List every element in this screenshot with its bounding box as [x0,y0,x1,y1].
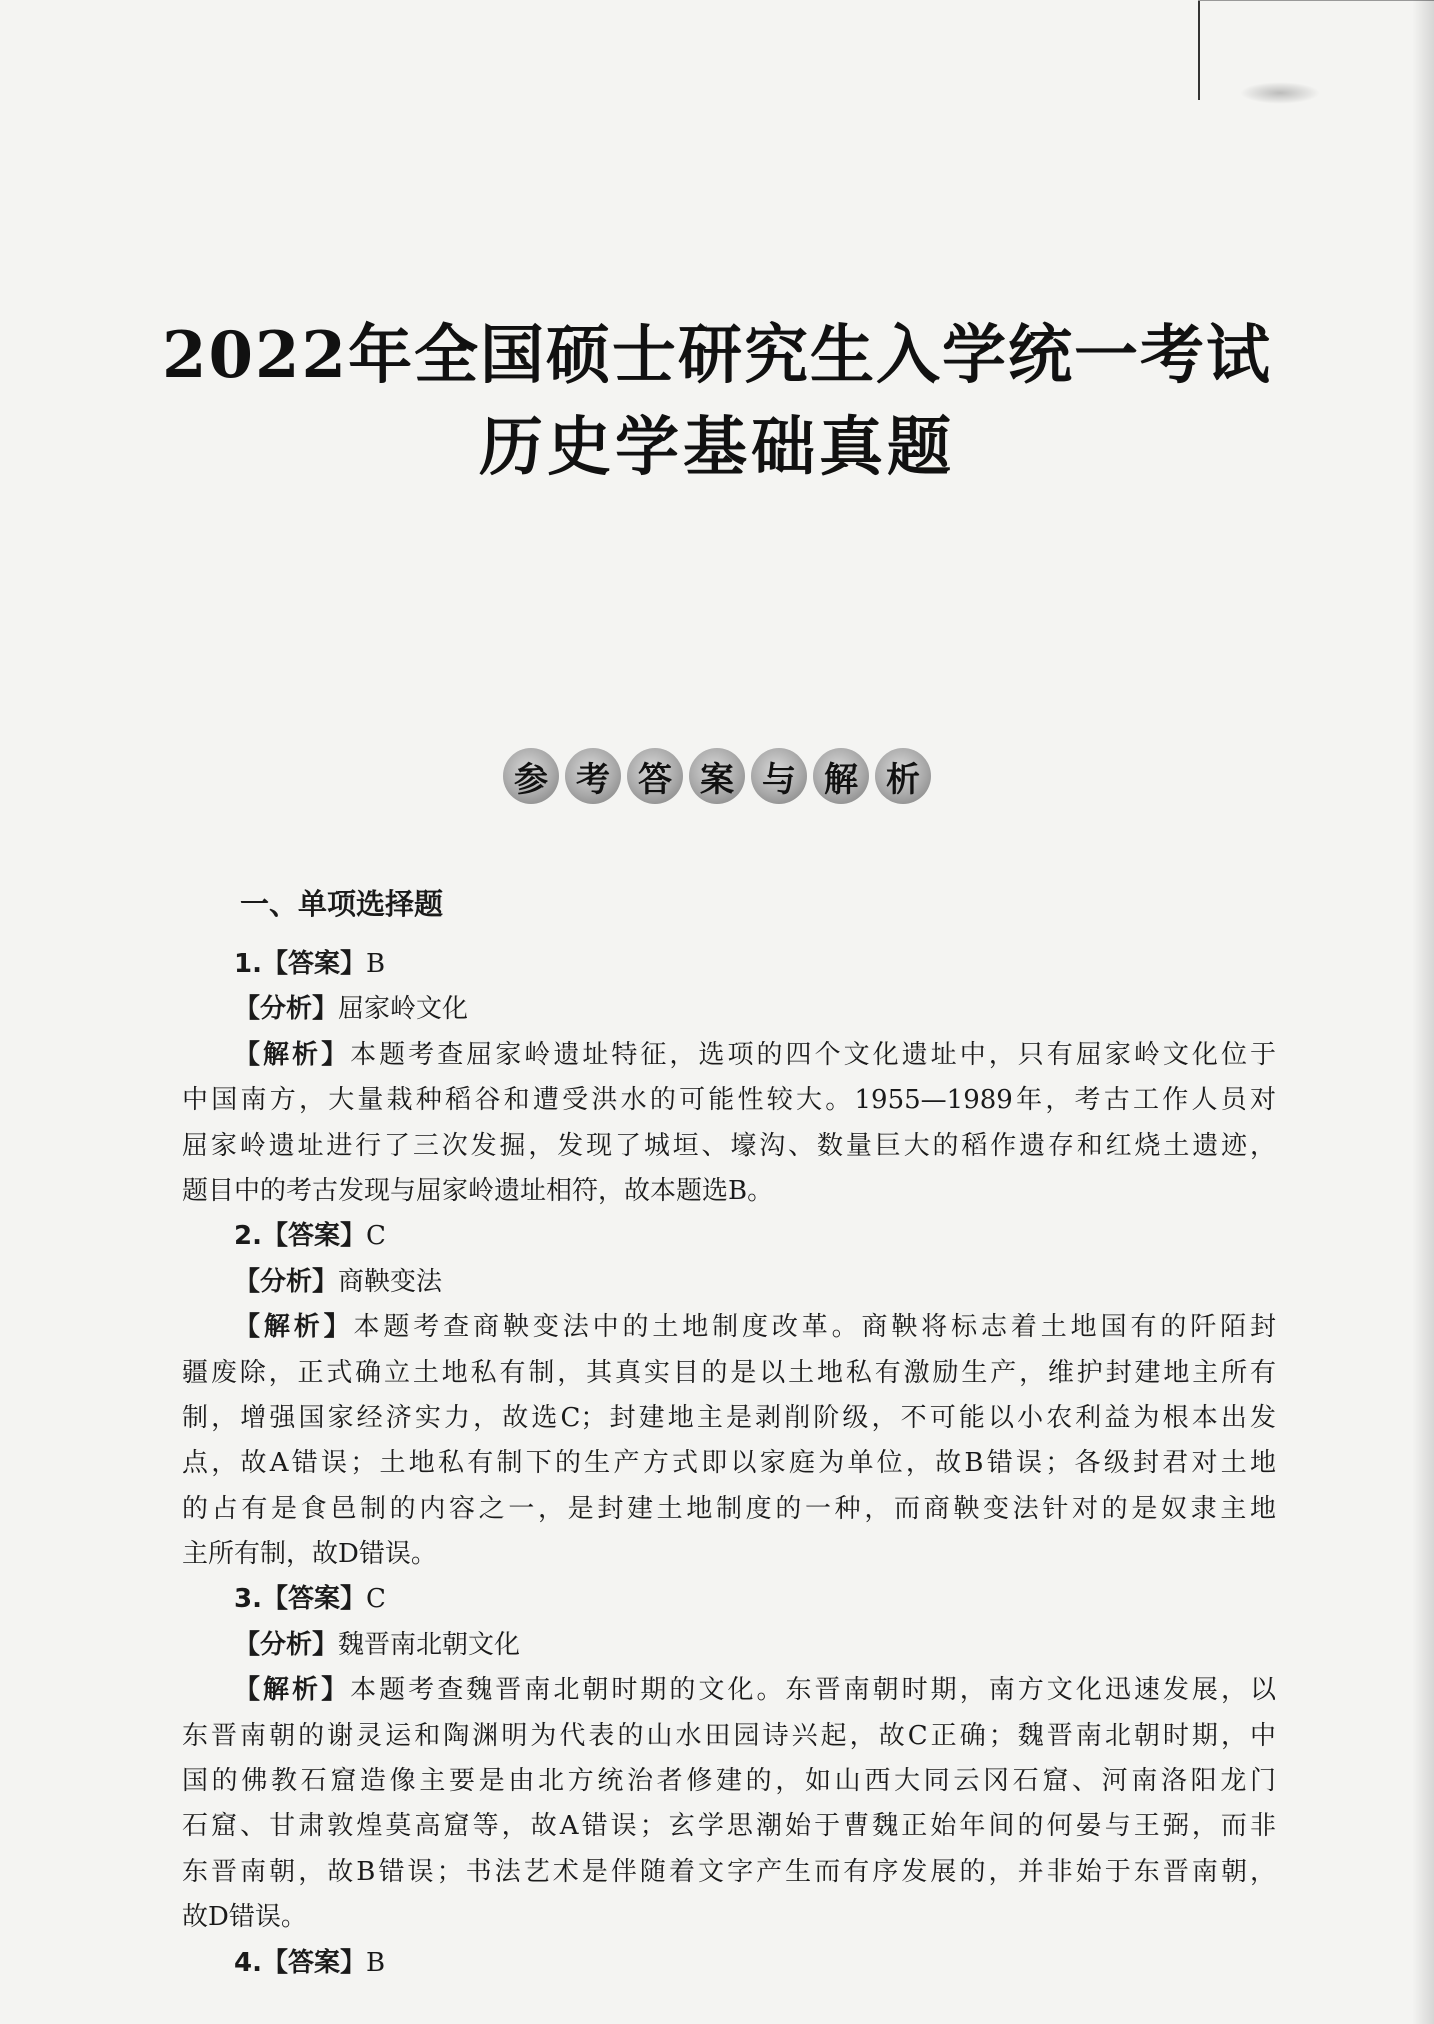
analysis-label: 【分析】 [234,1629,339,1660]
answer-label: 【答案】 [261,1584,366,1615]
answer-line [182,942,1276,987]
answer-value: C [365,1584,386,1615]
answer-line [182,1941,1276,1986]
explanation-line: 疆废除，正式确立土地私有制，其真实目的是以土地私有激励生产，维护封建地主所有 [182,1357,1276,1388]
analysis-value: 商鞅变法 [338,1266,443,1297]
analysis-value: 屈家岭文化 [338,994,469,1025]
explanation-line: 石窟、甘肃敦煌莫高窟等，故A错误；玄学思潮始于曹魏正始年间的何晏与王弼，而非 [182,1811,1276,1842]
explanation-text: 本题考查商鞅变法中的土地制度改革。商鞅将标志着土地国有的阡陌封 [353,1312,1276,1343]
analysis-label: 【分析】 [234,994,339,1025]
explanation-line: 中国南方，大量栽种稻谷和遭受洪水的可能性较大。1955—1989年，考古工作人员对 [182,1085,1276,1116]
explanation-label: 【解析】 [234,1039,351,1070]
explanation-line [182,1305,1276,1350]
badge-char: 参 [503,748,559,804]
explanation-line: 东晋南朝，故B错误；书法艺术是伴随着文字产生而有序发展的，并非始于东晋南朝， [182,1856,1276,1887]
explanation-line [182,1033,1276,1078]
badge-char: 答 [627,748,683,804]
answer-label: 【答案】 [261,1947,366,1978]
analysis-value: 魏晋南北朝文化 [338,1629,521,1660]
explanation-line: 的占有是食邑制的内容之一，是封建土地制度的一种，而商鞅变法针对的是奴隶主地 [182,1493,1276,1524]
badge-char: 考 [565,748,621,804]
question-number: 2. [234,1221,262,1252]
explanation-line [182,1668,1276,1713]
badge-char: 解 [813,748,869,804]
answer-value: C [365,1221,386,1252]
answer-line [182,1577,1276,1622]
section-heading: 一、单项选择题 [240,887,444,921]
badge-char: 析 [875,748,931,804]
document-title-line-1: 2022年全国硕士研究生入学统一考试 [161,318,1273,393]
analysis-label: 【分析】 [234,1266,339,1297]
explanation-label: 【解析】 [234,1675,351,1706]
analysis-line [182,1260,1276,1305]
question-number: 3. [234,1584,262,1615]
crop-mark-horizontal [1198,0,1434,1]
explanation-text: 本题考查魏晋南北朝时期的文化。东晋南朝时期，南方文化迅速发展，以 [350,1675,1276,1706]
explanation-line: 东晋南朝的谢灵运和陶渊明为代表的山水田园诗兴起，故C正确；魏晋南北朝时期，中 [182,1720,1276,1751]
crop-mark [1198,0,1200,100]
explanation-line: 故D错误。 [182,1902,307,1933]
answer-content [182,942,1276,1986]
answer-line [182,1214,1276,1259]
explanation-label: 【解析】 [234,1312,354,1343]
answer-label: 【答案】 [261,1221,366,1252]
explanation-line: 屈家岭遗址进行了三次发掘，发现了城垣、壕沟、数量巨大的稻作遗存和红烧土遗迹， [182,1130,1276,1161]
explanation-line: 制，增强国家经济实力，故选C；封建地主是剥削阶级，不可能以小农利益为根本出发 [182,1402,1276,1433]
explanation-line: 主所有制，故D错误。 [182,1539,437,1570]
explanation-line: 题目中的考古发现与屈家岭遗址相符，故本题选B。 [182,1175,774,1206]
badge-char: 与 [751,748,807,804]
explanation-line: 点，故A错误；土地私有制下的生产方式即以家庭为单位，故B错误；各级封君对土地 [182,1448,1276,1479]
question-number: 4. [234,1947,262,1978]
answer-label: 【答案】 [261,949,366,979]
analysis-line [182,987,1276,1032]
scan-smudge [1240,82,1320,104]
answers-badge [0,748,1434,804]
document-title-line-2: 历史学基础真题 [479,410,955,485]
answer-value: B [365,949,386,979]
question-number: 1. [234,949,262,979]
answer-value: B [365,1947,386,1978]
badge-char: 案 [689,748,745,804]
explanation-line: 国的佛教石窟造像主要是由北方统治者修建的，如山西大同云冈石窟、河南洛阳龙门 [182,1766,1276,1797]
explanation-text: 本题考查屈家岭遗址特征，选项的四个文化遗址中，只有屈家岭文化位于 [350,1039,1276,1070]
analysis-line [182,1623,1276,1668]
